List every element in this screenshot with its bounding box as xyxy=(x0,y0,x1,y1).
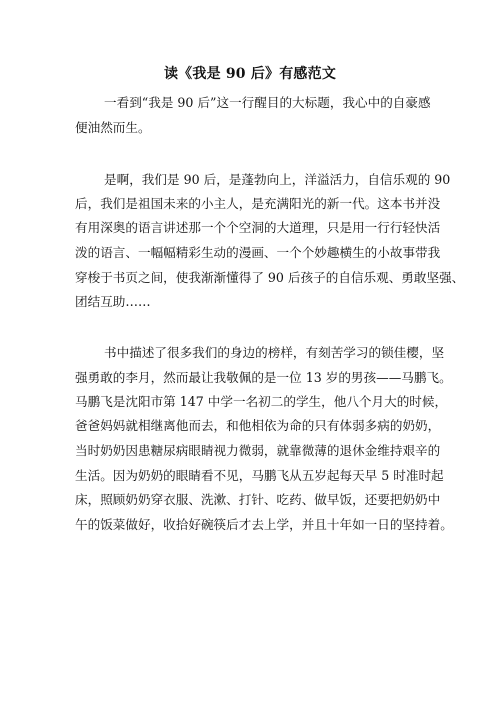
paragraph-3-line-8: 午的饭菜做好，收拾好碗筷后才去上学，并且十年如一日的坚持着。 xyxy=(75,517,453,532)
paragraph-2-line-2: 后，我们是祖国未来的小主人，是充满阳光的新一代。这本书并没 xyxy=(75,196,441,211)
paragraph-3-line-6: 生活。因为奶奶的眼睛看不见，马鹏飞从五岁起每天早 5 时准时起 xyxy=(75,468,444,483)
paragraph-1-line-1: 一看到“我是 90 后”这一行醒目的大标题，我心中的自豪感 xyxy=(104,95,431,110)
paragraph-2-line-5: 穿梭于书页之间，使我渐渐懂得了 90 后孩子的自信乐观、勇敢坚强、 xyxy=(75,270,465,285)
paragraph-2-line-6: 团结互助…… xyxy=(75,294,151,309)
paragraph-3-line-4: 爸爸妈妈就相继离他而去，和他相依为命的只有体弱多病的奶奶， xyxy=(75,418,441,433)
paragraph-2-line-1: 是啊，我们是 90 后，是蓬勃向上，洋溢活力，自信乐观的 90 xyxy=(104,172,451,187)
paragraph-3-line-7: 床，照顾奶奶穿衣服、洗漱、打针、吃药、做早饭，还要把奶奶中 xyxy=(75,492,441,507)
paragraph-1-line-2: 便油然而生。 xyxy=(75,120,151,135)
paragraph-2-line-3: 有用深奥的语言讲述那一个个空洞的大道理，只是用一行行轻快活 xyxy=(75,220,441,235)
paragraph-3-line-5: 当时奶奶因患糖尿病眼睛视力微弱，就靠微薄的退休金维持艰辛的 xyxy=(75,443,441,458)
document-title: 读《我是 90 后》有感范文 xyxy=(163,66,337,82)
paragraph-2-line-4: 泼的语言、一幅幅精彩生动的漫画、一个个妙趣横生的小故事带我 xyxy=(75,245,441,260)
paragraph-3-line-3: 马鹏飞是沈阳市第 147 中学一名初二的学生，他八个月大的时候， xyxy=(75,394,448,409)
paragraph-3-line-1: 书中描述了很多我们的身边的榜样，有刻苦学习的锁佳樱，坚 xyxy=(104,345,445,360)
paragraph-3-line-2: 强勇敢的李月，然而最让我敬佩的是一位 13 岁的男孩——马鹏飞。 xyxy=(75,370,452,385)
